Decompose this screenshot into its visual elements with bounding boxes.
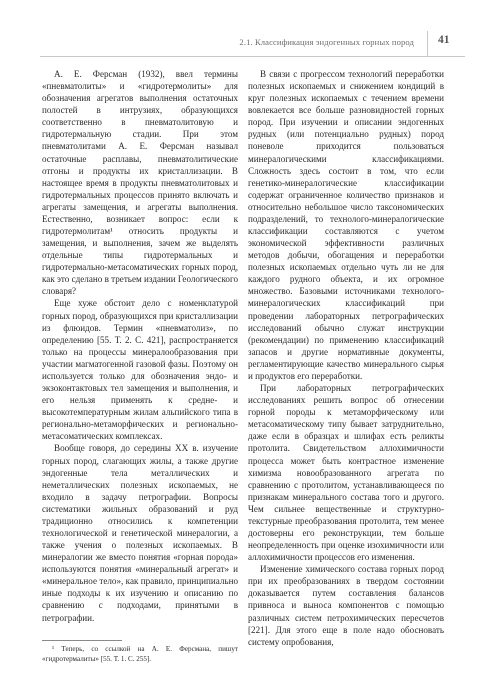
- footnote: [42, 645, 238, 664]
- page-number: 41: [438, 34, 450, 46]
- paragraph-fluid-nomenclature: Еще хуже обстоит дело с номенклатурой горных пород, образующихся при кристаллизации из флюидов. Термин «пневматолиз», по определению [55. Т. 2. С. 421], распространяется только на процессы минералообразования при участии магматогенной газовой фазы. Поэтому он используется только для обозначения эндо- и экзоконтактовых тел замещения и выполнения, и его нельзя применять к средне- и высокотемпературным жилам альпийского типа в регионально-метаморфических и регионально-метасоматических комплексах.: [42, 298, 238, 442]
- footnote-text: ¹ Теперь, со ссылкой на А. Е. Ферсмана, пишут «гидротермалиты» [55. Т. 1. С. 255].: [42, 645, 238, 663]
- header-divider-horizontal: [40, 56, 465, 57]
- running-title: 2.1. Классификация эндогенных горных пород: [239, 37, 414, 47]
- page-header: [0, 0, 500, 60]
- footnote-divider: [42, 640, 122, 641]
- paragraph-vein-study-history: Вообще говоря, до середины XX в. изучение горных пород, слагающих жилы, а также другие эндогенные тела металлических и неметаллических полезных ископаемых, не входило в задачу петрографии. Вопросы систематики жильных образований и руд традиционно относились к компетенции технологической и генетической минералогии, а также учения о полезных ископаемых. В минералогии же вместо понятия «горная порода» используются понятия «минеральный агрегат» и «минеральное тело», как правило, принципиально иные подходы к их изучению и описанию по сравнению с подходами, принятыми в петрографии.: [42, 443, 238, 623]
- right-column: [248, 68, 444, 648]
- paragraph-fersman-terms: А. Е. Ферсман (1932), ввел термины «пневматолиты» и «гидротермолиты» для обозначения агрегатов выполнения остаточных полостей в интрузиях, образующихся соответственно в пневматолитовую и гидротермальную стадии. При этом пневматолитами А. Е. Ферсман называл остаточные расплавы, пневматолитические отгоны и продукты их кристаллизации. В настоящее время в продукты пневматолитовых и гидротермальных процессов принято включать и агрегаты замещения, и агрегаты выполнения. Естественно, возникает вопрос: если к гидротермолитам¹ относить продукты и замещения, и выполнения, зачем же выделять отдельные типы гидротермальных и гидротермально-метасоматических горных пород, как это сделано в третьем издании Геологического словаря?: [42, 69, 238, 297]
- paragraph-lab-studies: При лабораторных петрографических исследованиях решить вопрос об отнесении горной породы к метаморфическому или метасоматическому типу бывает затруднительно, даже если в образцах и шлифах есть реликты протолита. Свидетельством аллохимичности процесса может быть контрастное изменение химизма новообразованного агрегата по сравнению с протолитом, устанавливающееся по признакам минерального состава того и другого. Чем сильнее вещественные и структурно-текстурные преобразования протолита, тем менее достоверны его реконструкции, тем больше неопределенность при оценке изохимичности или аллохимичности процессов его изменения.: [248, 383, 444, 563]
- paragraph-chemical-change: Изменение химического состава горных пород при их преобразованиях в твердом состоянии доказывается путем составления балансов привноса и выноса компонентов с помощью различных систем петрохимических пересчетов [221]. Для этого еще в поле надо обосновать систему опробования,: [248, 564, 444, 647]
- paragraph-technology-progress: В связи с прогрессом технологий переработки полезных ископаемых и снижением кондиций в круг полезных ископаемых с течением времени вовлекается все больше разновидностей горных пород. При изучении и описании эндогенных рудных (или потенциально рудных) пород поневоле приходится пользоваться минералогическими классификациями. Сложность здесь состоит в том, что если генетико-минералогические классификации содержат ограниченное количество признаков и относительно небольшое число таксономических подразделений, то технолого-минералогические классификации составляются с учетом экономической эффективности различных методов добычи, обогащения и переработки полезных ископаемых отдельно чуть ли не для каждого рудного объекта, и их огромное множество. Базовыми источниками технолого-минералогических классификаций при проведении лабораторных петрографических исследований обычно служат инструкции (рекомендации) по применению классификаций запасов и другие нормативные документы, регламентирующие качество минерального сырья и продуктов его переработки.: [248, 69, 444, 381]
- left-column: [42, 68, 238, 624]
- header-divider-vertical: [427, 31, 428, 56]
